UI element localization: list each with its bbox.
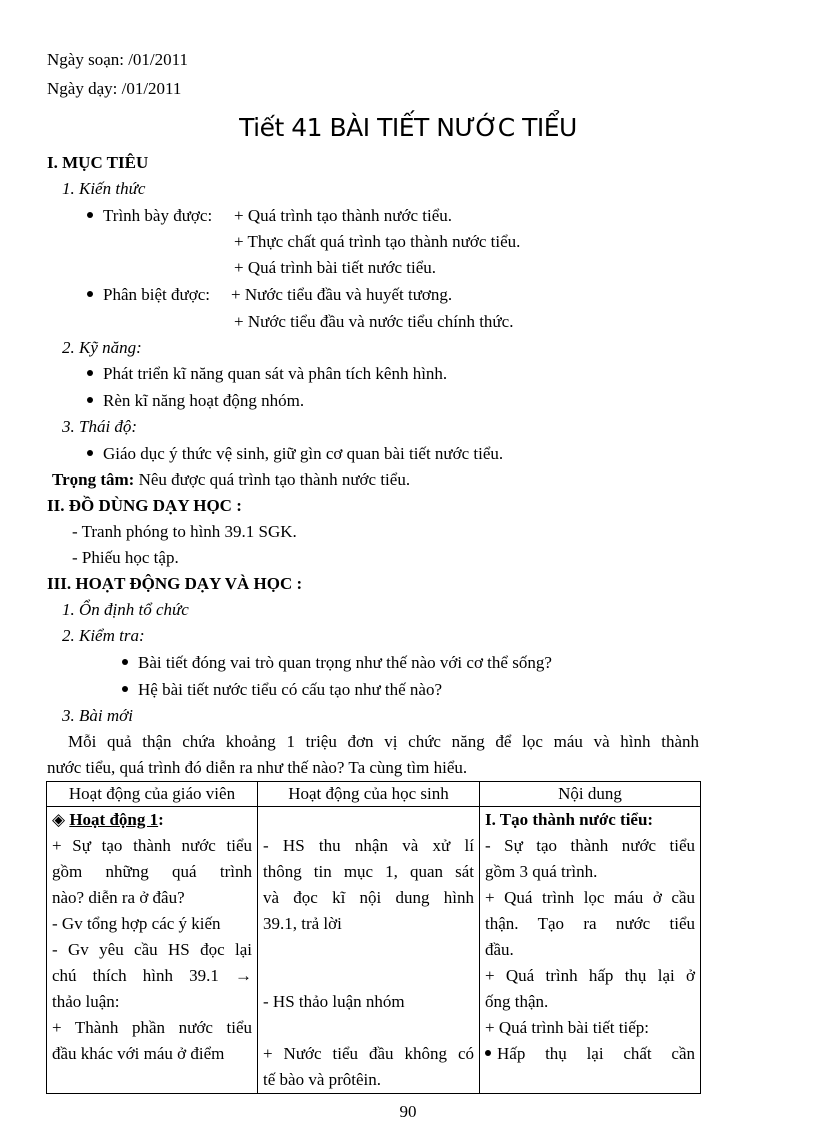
content-line: + Quá trình bài tiết tiếp: xyxy=(485,1018,649,1037)
activity-heading: ◈ Hoạt động 1: xyxy=(52,810,164,829)
bullet-icon xyxy=(122,686,128,692)
skill-text: Phát triển kĩ năng quan sát và phân tích kênh hình. xyxy=(103,364,448,383)
knowledge-heading: 1. Kiến thức xyxy=(62,179,146,198)
student-cell xyxy=(258,807,480,1094)
focus-label: Trọng tâm: xyxy=(52,470,135,489)
present-item: + Quá trình bài tiết nước tiểu. xyxy=(234,258,436,277)
bullet-icon xyxy=(87,397,93,403)
header-content: Nội dung xyxy=(480,782,701,807)
skills-heading: 2. Kỹ năng: xyxy=(62,338,142,357)
new-lesson-heading: 3. Bài mới xyxy=(62,706,133,725)
intro-line: Mỗi quả thận chứa khoảng 1 triệu đơn vị chức năng để lọc máu và hình thành xyxy=(68,732,699,751)
bullet-icon xyxy=(122,659,128,665)
check-heading: 2. Kiểm tra: xyxy=(62,626,145,645)
material-item: - Phiếu học tập. xyxy=(72,548,179,567)
distinguish-label-row xyxy=(87,285,210,305)
objectives-heading: I. MỤC TIÊU xyxy=(47,153,149,172)
student-line: 39.1, trả lời xyxy=(263,914,342,933)
stabilize-heading: 1. Ổn định tổ chức xyxy=(62,600,189,619)
material-item: - Tranh phóng to hình 39.1 SGK. xyxy=(72,522,297,541)
bullet-icon xyxy=(87,291,93,297)
teacher-line: - Gv tổng hợp các ý kiến xyxy=(52,914,221,933)
focus-line xyxy=(52,470,410,490)
intro-line: nước tiểu, quá trình đó diễn ra như thế nào? Ta cùng tìm hiểu. xyxy=(47,758,468,777)
content-heading: I. Tạo thành nước tiểu: xyxy=(485,810,654,829)
table-header-row xyxy=(47,782,701,807)
bullet-icon xyxy=(87,212,93,218)
teacher-cell xyxy=(47,807,258,1094)
header-teacher: Hoạt động của giáo viên xyxy=(47,782,258,807)
teacher-line: nào? diễn ra ở đâu? xyxy=(52,888,185,907)
materials-heading: II. ĐỒ DÙNG DẠY HỌC : xyxy=(47,496,242,515)
skill-item xyxy=(87,364,447,384)
content-line: đầu. xyxy=(485,940,514,959)
attitude-heading: 3. Thái độ: xyxy=(62,417,138,436)
skill-item xyxy=(87,391,304,411)
bullet-icon xyxy=(87,450,93,456)
attitude-item xyxy=(87,444,503,464)
header-student: Hoạt động của học sinh xyxy=(258,782,480,807)
activities-heading: III. HOẠT ĐỘNG DẠY VÀ HỌC : xyxy=(47,574,303,593)
content-cell xyxy=(480,807,701,1094)
student-line xyxy=(263,963,474,989)
page-number: 90 xyxy=(399,1102,417,1121)
content-line: + Quá trình lọc máu ở cầu xyxy=(485,888,695,907)
student-line xyxy=(263,937,474,963)
check-item xyxy=(122,680,442,700)
activity-label: Hoạt động 1 xyxy=(69,810,159,829)
content-bullet-text: Hấp thụ lại chất cần xyxy=(497,1044,695,1063)
content-line: gồm 3 quá trình. xyxy=(485,862,598,881)
content-line: - Sự tạo thành nước tiểu xyxy=(485,836,695,855)
table-row xyxy=(47,807,701,1094)
student-line xyxy=(263,807,474,833)
distinguish-item: + Nước tiểu đầu và huyết tương. xyxy=(231,285,453,304)
teacher-line: thảo luận: xyxy=(52,992,120,1011)
student-line: tế bào và prôtêin. xyxy=(263,1070,382,1089)
content-line xyxy=(485,1041,695,1067)
student-line xyxy=(263,1015,474,1041)
student-line: - HS thảo luận nhóm xyxy=(263,992,405,1011)
lesson-title: Tiết 41 BÀI TIẾT NƯỚC TIỂU xyxy=(239,113,577,142)
prep-date: Ngày soạn: /01/2011 xyxy=(47,50,189,69)
student-line: - HS thu nhận và xử lí xyxy=(263,836,474,855)
present-label-row xyxy=(87,206,212,226)
attitude-text: Giáo dục ý thức vệ sinh, giữ gìn cơ quan bài tiết nước tiểu. xyxy=(103,444,504,463)
present-label: Trình bày được: xyxy=(103,206,213,225)
teacher-line: đầu khác với máu ở điểm xyxy=(52,1044,225,1063)
content-line: + Quá trình hấp thụ lại ở xyxy=(485,966,695,985)
distinguish-item: + Nước tiểu đầu và nước tiểu chính thức. xyxy=(234,312,514,331)
student-line: + Nước tiểu đầu không có xyxy=(263,1044,474,1063)
check-text: Bài tiết đóng vai trò quan trọng như thế nào với cơ thể sống? xyxy=(138,653,552,672)
focus-text: Nêu được quá trình tạo thành nước tiểu. xyxy=(134,470,411,489)
distinguish-label: Phân biệt được: xyxy=(103,285,210,304)
bullet-icon xyxy=(87,370,93,376)
content-line: thận. Tạo ra nước tiểu xyxy=(485,914,695,933)
teacher-line: chú thích hình 39.1 → xyxy=(52,966,252,985)
teacher-line: + Sự tạo thành nước tiểu xyxy=(52,836,252,855)
present-item: + Quá trình tạo thành nước tiểu. xyxy=(234,206,453,225)
teach-date: Ngày dạy: /01/2011 xyxy=(47,79,182,98)
teacher-line: + Thành phần nước tiểu xyxy=(52,1018,252,1037)
student-line: thông tin mục 1, quan sát xyxy=(263,862,474,881)
present-item: + Thực chất quá trình tạo thành nước tiểu. xyxy=(234,232,521,251)
lesson-table xyxy=(46,781,701,1094)
check-text: Hệ bài tiết nước tiểu có cấu tạo như thế nào? xyxy=(138,680,443,699)
check-item xyxy=(122,653,552,673)
student-line: và đọc kĩ nội dung hình xyxy=(263,888,474,907)
teacher-line: gồm những quá trình xyxy=(52,862,252,881)
diamond-icon: ◈ xyxy=(52,810,66,829)
teacher-line: - Gv yêu cầu HS đọc lại xyxy=(52,940,252,959)
bullet-icon xyxy=(485,1050,491,1056)
content-line: ống thận. xyxy=(485,992,549,1011)
skill-text: Rèn kĩ năng hoạt động nhóm. xyxy=(103,391,305,410)
